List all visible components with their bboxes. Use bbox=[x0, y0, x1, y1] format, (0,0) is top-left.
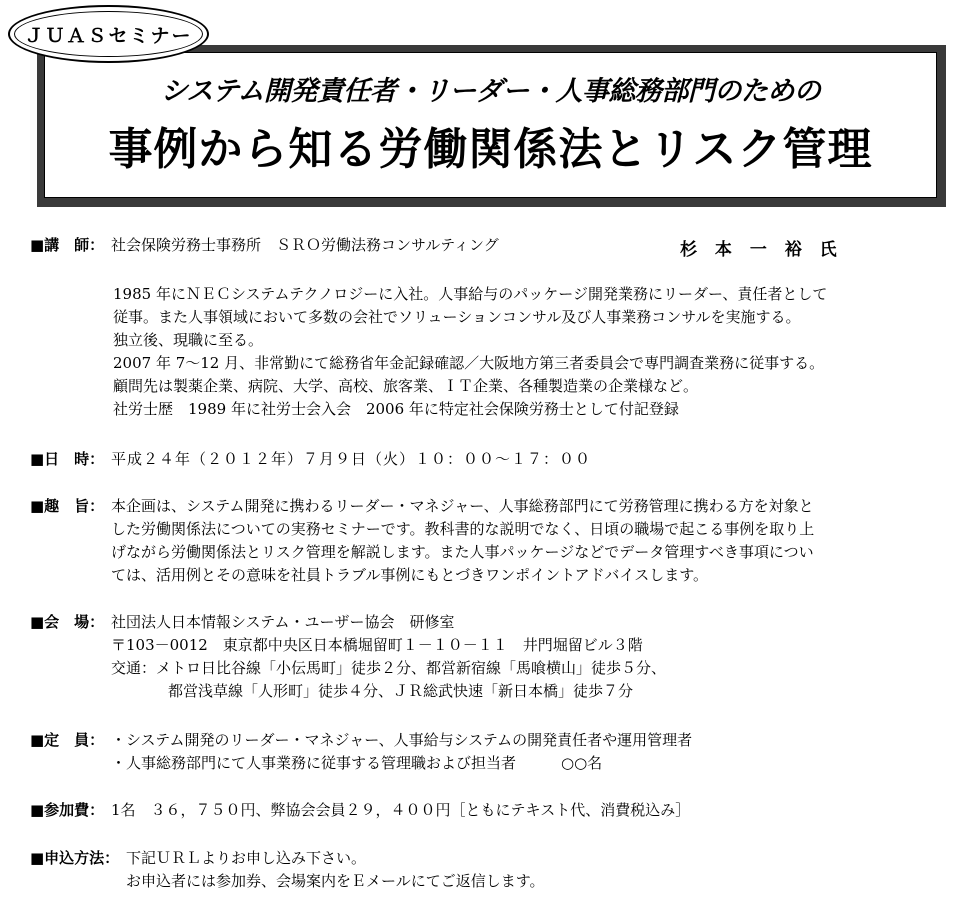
apply-line: お申込者には参加券、会場案内をＥメールにてご返信します。 bbox=[126, 872, 545, 890]
purpose-line: げながら労働関係法とリスク管理を解説します。また人事パッケージなどでデータ管理すべき事項につい bbox=[111, 543, 814, 561]
capacity-line: ・システム開発のリーダー・マネジャー、人事給与システムの開発責任者や運用管理者 bbox=[111, 731, 693, 749]
lecturer-bio-line: 顧問先は製薬企業、病院、大学、高校、旅客業、ＩＴ企業、各種製造業の企業様など。 bbox=[113, 377, 699, 395]
capacity-line: ・人事総務部門にて人事業務に従事する管理職および担当者 ○○名 bbox=[111, 754, 603, 772]
apply-label: ■申込方法： bbox=[30, 849, 120, 867]
date-label: ■日 時： bbox=[30, 450, 105, 468]
capacity-label: ■定 員： bbox=[30, 731, 105, 749]
purpose-line: ては、活用例とその意味を社員トラブル事例にもとづきワンポイントアドバイスします。 bbox=[111, 566, 709, 584]
lecturer-label: ■講 師： bbox=[30, 236, 105, 254]
lecturer-name: 杉 本 一 裕 氏 bbox=[680, 240, 843, 260]
lecturer-bio-line: 独立後、現職に至る。 bbox=[113, 331, 264, 349]
title-frame bbox=[37, 45, 946, 207]
purpose-line: した労働関係法についての実務セミナーです。教科書的な説明でなく、日頃の職場で起こる事例を取り上 bbox=[111, 520, 815, 538]
title-line-1: システム開発責任者・リーダー・人事総務部門のための bbox=[160, 76, 821, 107]
fee-value: 1名 ３６，７５０円、弊協会会員２９，４００円［ともにテキスト代、消費税込み］ bbox=[111, 801, 691, 819]
fee-label: ■参加費： bbox=[30, 801, 105, 819]
lecturer-bio-line: 1985 年にＮＥＣシステムテクノロジーに入社。人事給与のパッケージ開発業務にリーダー、責任者として bbox=[113, 285, 828, 303]
lecturer-bio-line: 従事。また人事領域において多数の会社でソリューションコンサル及び人事業務コンサルを実施する。 bbox=[113, 308, 801, 326]
badge-text: ＪＵＡＳセミナー bbox=[24, 24, 193, 47]
venue-line: 〒103－0012 東京都中央区日本橋堀留町１－１０－１１ 井門堀留ビル３階 bbox=[111, 636, 643, 654]
venue-line: 社団法人日本情報システム・ユーザー協会 研修室 bbox=[111, 613, 455, 631]
apply-line: 下記ＵＲＬよりお申し込み下さい。 bbox=[126, 849, 367, 867]
venue-label: ■会 場： bbox=[30, 613, 105, 631]
purpose-label: ■趣 旨： bbox=[30, 497, 105, 515]
title-line-2: 事例から知る労働関係法とリスク管理 bbox=[108, 124, 873, 175]
venue-line: 交通：メトロ日比谷線「小伝馬町」徒歩２分、都営新宿線「馬喰横山」徒歩５分、 bbox=[111, 659, 667, 677]
purpose-line: 本企画は、システム開発に携わるリーダー・マネジャー、人事総務部門にて労務管理に携わる方を対象と bbox=[111, 497, 814, 515]
lecturer-org: 社会保険労務士事務所 ＳＲＯ労働法務コンサルティング bbox=[111, 236, 499, 254]
lecturer-bio-line: 社労士歴 1989 年に社労士会入会 2006 年に特定社会保険労務士として付記登録 bbox=[113, 400, 679, 418]
lecturer-bio-line: 2007 年 7～12 月、非常勤にて総務省年金記録確認／大阪地方第三者委員会で専門調査業務に従事する。 bbox=[113, 354, 825, 372]
title-box bbox=[44, 52, 937, 198]
seminar-badge bbox=[8, 5, 209, 63]
date-value: 平成２４年（２０１２年）７月９日（火）１０：００～１７：００ bbox=[111, 450, 592, 468]
venue-line: 都営浅草線「人形町」徒歩４分、ＪＲ総武快速「新日本橋」徒歩７分 bbox=[168, 682, 634, 700]
